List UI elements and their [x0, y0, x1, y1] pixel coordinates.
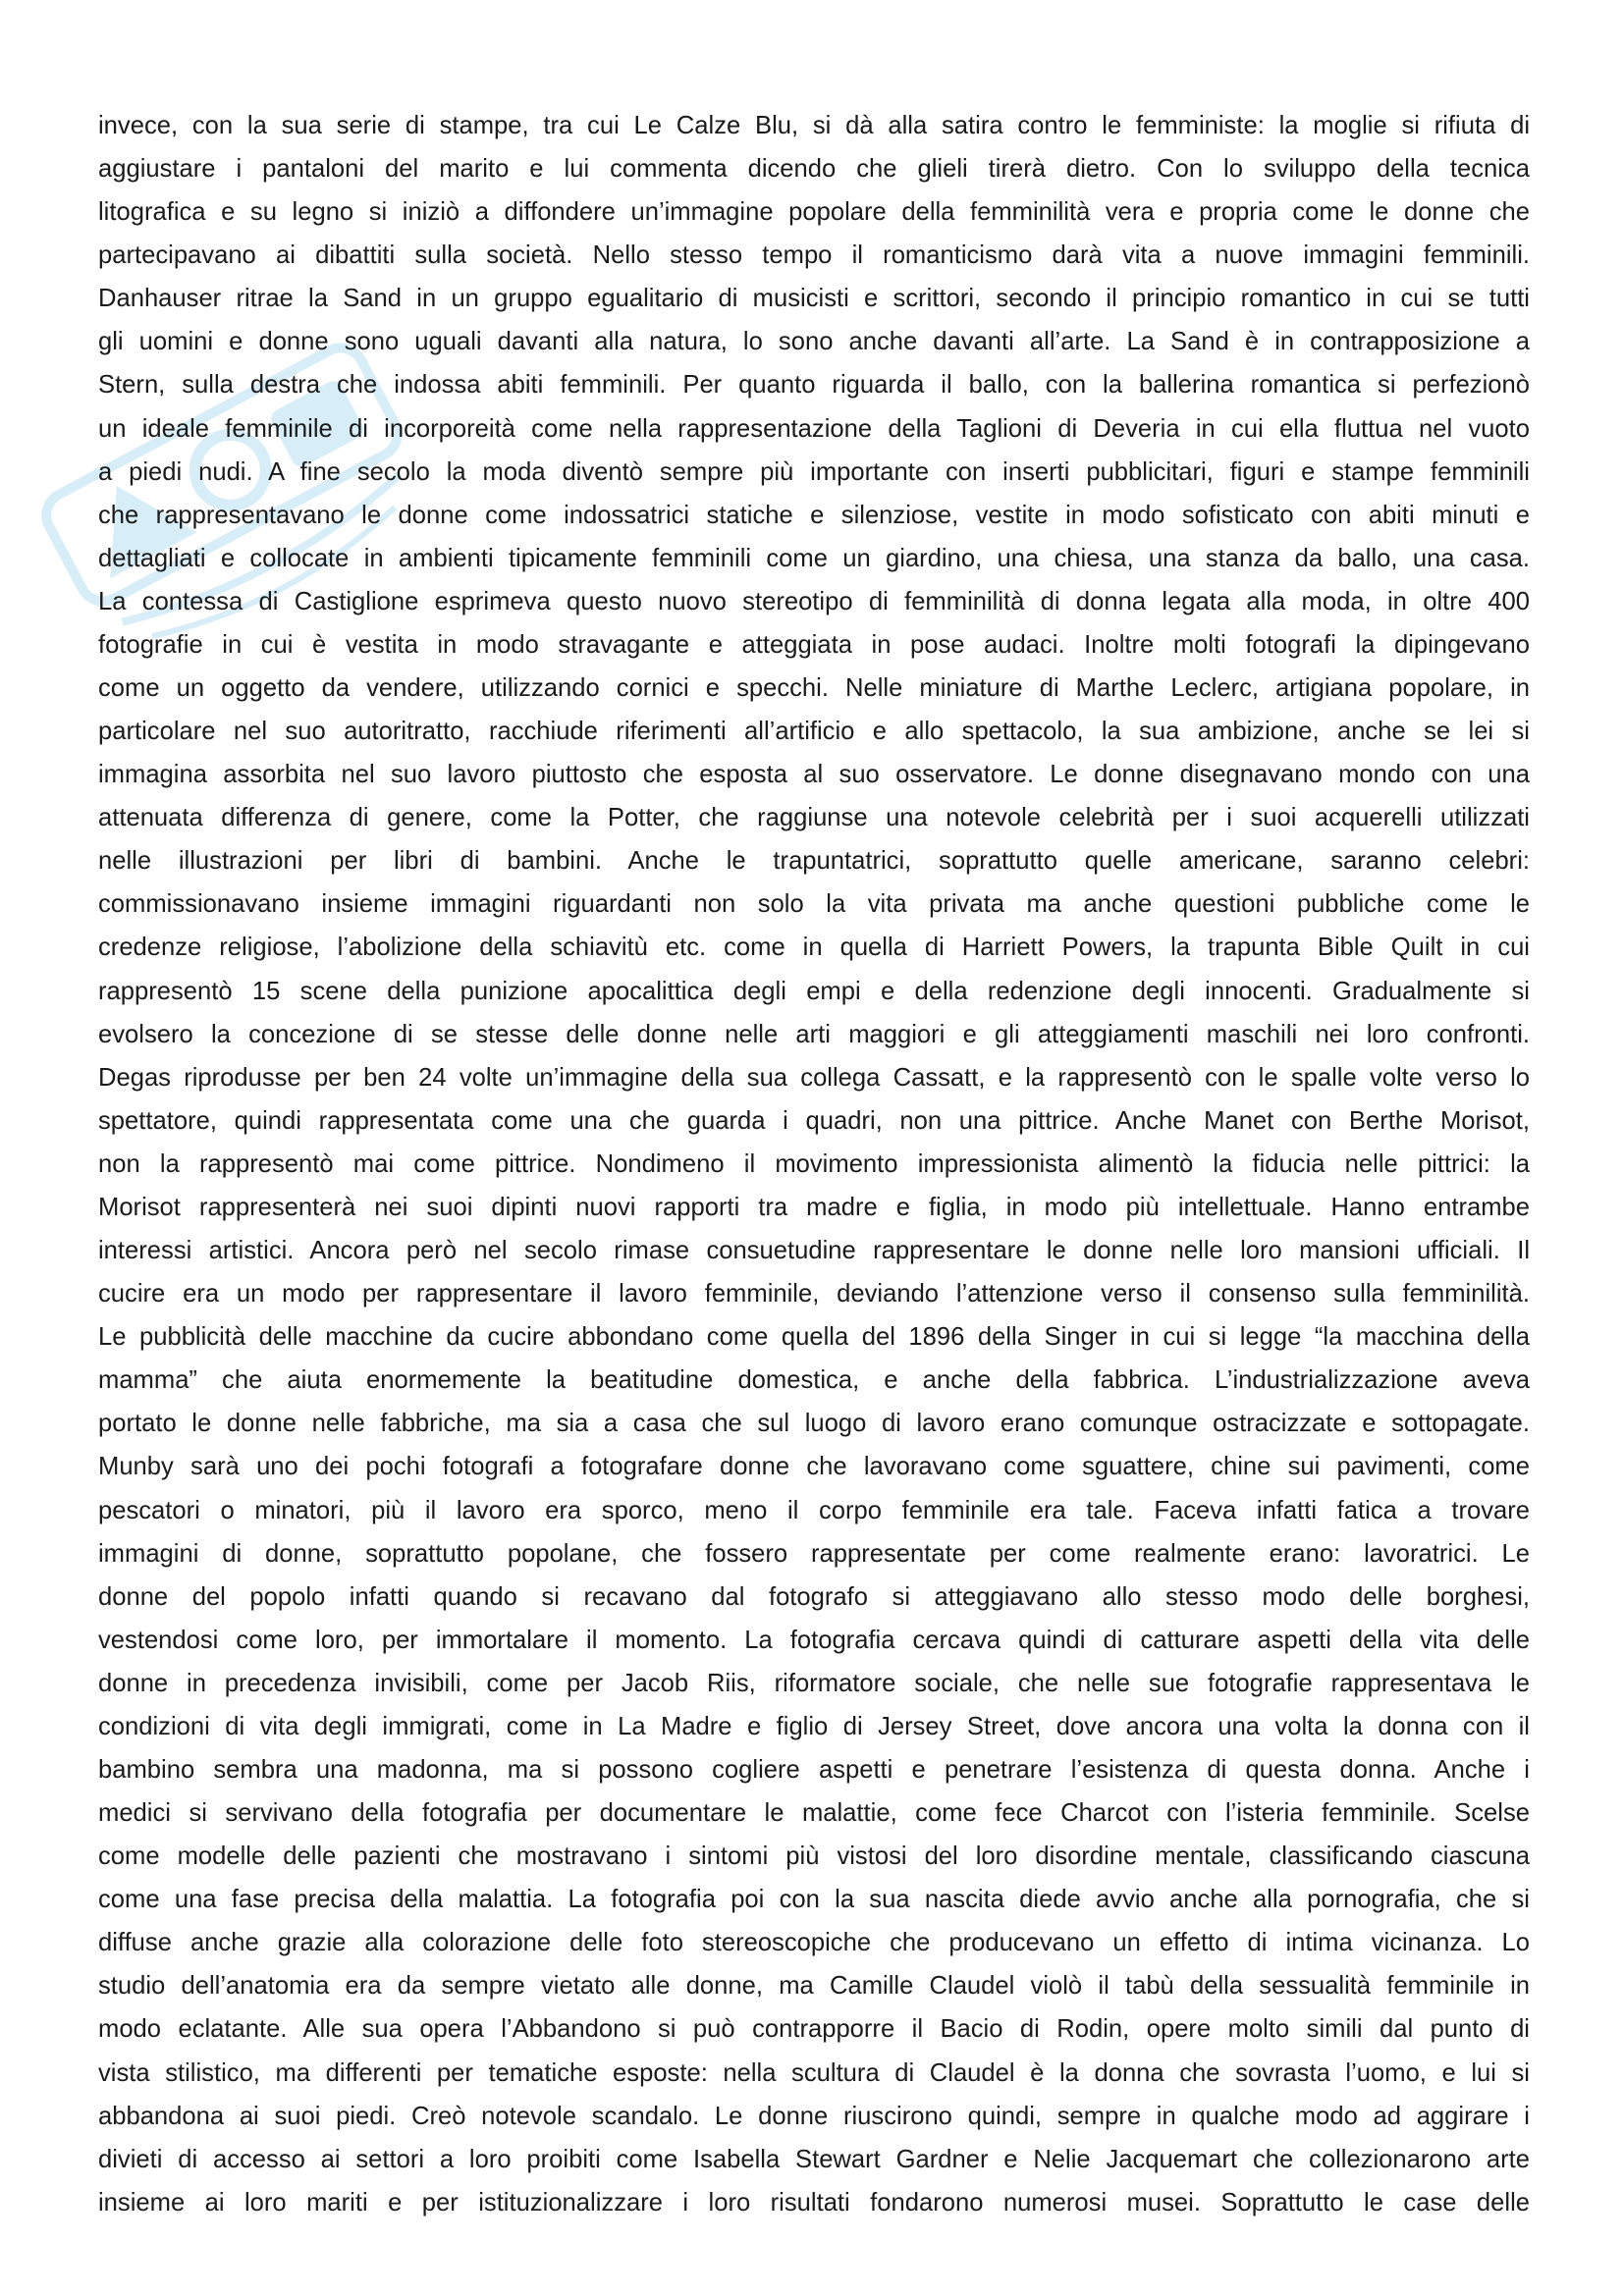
text-line-content: La contessa di Castiglione esprimeva questo nuovo stereotipo di femminilità di donna legata alla moda, in oltre 400 [98, 587, 1530, 615]
text-line-content: pescatori o minatori, più il lavoro era sporco, meno il corpo femminile era tale. Faceva infatti fatica a trovare [98, 1496, 1530, 1524]
text-line-content: portato le donne nelle fabbriche, ma sia a casa che sul luogo di lavoro erano comunque ostracizzate e sottopagate. [98, 1410, 1530, 1438]
text-line [98, 537, 1530, 580]
text-line [98, 1229, 1530, 1272]
text-line-content: spettatore, quindi rappresentata come una che guarda i quadri, non una pittrice. Anche Manet con Berthe Morisot, [98, 1106, 1530, 1135]
text-line [98, 2052, 1530, 2095]
text-line-content: rappresentò 15 scene della punizione apocalittica degli empi e della redenzione degli innocenti. Gradualmente si [98, 977, 1530, 1005]
text-line-content: Le pubblicità delle macchine da cucire abbondano come quella del 1896 della Singer in cui si legge “la macchina della [98, 1323, 1530, 1352]
text-line-content: gli uomini e donne sono uguali davanti alla natura, lo sono anche davanti all’arte. La Sand è in contrapposizione a [98, 328, 1530, 356]
text-line-content: commissionavano insieme immagini riguardanti non solo la vita privata ma anche questioni pubbliche come le [98, 890, 1530, 919]
text-line [98, 277, 1530, 320]
text-line-content: Degas riprodusse per ben 24 volte un’immagine della sua collega Cassatt, e la rappresentò con le spalle volte verso lo [98, 1063, 1530, 1092]
text-line [98, 234, 1530, 277]
text-line [98, 104, 1530, 147]
text-line-content: cucire era un modo per rappresentare il lavoro femminile, deviando l’attenzione verso il consenso sulla femminilità. [98, 1280, 1530, 1308]
text-line [98, 1748, 1530, 1791]
text-line-content: nelle illustrazioni per libri di bambini. Anche le trapuntatrici, soprattutto quelle americane, saranno celebri: [98, 847, 1530, 876]
text-line-content: diffuse anche grazie alla colorazione delle foto stereoscopiche che producevano un effetto di intima vicinanza. Lo [98, 1929, 1530, 1957]
text-line [98, 320, 1530, 363]
text-line-content: abbandona ai suoi piedi. Creò notevole scandalo. Le donne riuscirono quindi, sempre in qualche modo ad aggirare i [98, 2102, 1530, 2130]
text-line-content: bambino sembra una madonna, ma si possono cogliere aspetti e penetrare l’esistenza di questa donna. Anche i [98, 1755, 1530, 1784]
text-line-content: divieti di accesso ai settori a loro proibiti come Isabella Stewart Gardner e Nelie Jacquemart che collezionarono arte [98, 2145, 1530, 2173]
text-line [98, 623, 1530, 667]
text-line [98, 1964, 1530, 2007]
text-line-content: mamma” che aiuta enormemente la beatitudine domestica, e anche della fabbrica. L’industrializzazione aveva [98, 1366, 1530, 1395]
text-line-content: invece, con la sua serie di stampe, tra cui Le Calze Blu, si dà alla satira contro le femministe: la moglie si rifiuta di [98, 112, 1530, 139]
text-line [98, 1835, 1530, 1878]
text-line [98, 494, 1530, 537]
text-line-content: donne in precedenza invisibili, come per Jacob Riis, riformatore sociale, che nelle sue fotografie rappresentava le [98, 1669, 1530, 1697]
text-line [98, 970, 1530, 1013]
text-line [98, 710, 1530, 753]
text-line-content: un ideale femminile di incorporeità come nella rappresentazione della Taglioni di Deveria in cui ella fluttua nel vuoto [98, 414, 1530, 443]
text-line-content: interessi artistici. Ancora però nel secolo rimase consuetudine rappresentare le donne nelle loro mansioni ufficiali. Il [98, 1237, 1530, 1265]
text-line [98, 407, 1530, 451]
text-line-content: insieme ai loro mariti e per istituzionalizzare i loro risultati fondarono numerosi musei. Soprattutto le case delle [98, 2188, 1530, 2216]
text-line-content: immagina assorbita nel suo lavoro piuttosto che esposta al suo osservatore. Le donne disegnavano mondo con una [98, 761, 1530, 789]
text-line [98, 753, 1530, 796]
text-line-content: vestendosi come loro, per immortalare il momento. La fotografia cercava quindi di catturare aspetti della vita delle [98, 1626, 1530, 1654]
text-line-content: Morisot rappresenterà nei suoi dipinti nuovi rapporti tra madre e figlia, in modo più intellettuale. Hanno entrambe [98, 1193, 1530, 1221]
text-line [98, 1186, 1530, 1229]
text-line-content: immagini di donne, soprattutto popolane, che fossero rappresentate per come realmente erano: lavoratrici. Le [98, 1539, 1530, 1568]
text-line-content: dettagliati e collocate in ambienti tipicamente femminili come un giardino, una chiesa, una stanza da ballo, una casa. [98, 544, 1530, 572]
text-line [98, 147, 1530, 190]
text-line [98, 2007, 1530, 2051]
text-line-content: come una fase precisa della malattia. La fotografia poi con la sua nascita diede avvio anche alla pornografia, che si [98, 1886, 1530, 1914]
text-line [98, 667, 1530, 710]
text-line [98, 451, 1530, 494]
text-line-content: studio dell’anatomia era da sempre vietato alle donne, ma Camille Claudel violò il tabù della sessualità femminile in [98, 1972, 1530, 2001]
text-line [98, 926, 1530, 969]
text-line-content: evolsero la concezione di se stesse delle donne nelle arti maggiori e gli atteggiamenti maschili nei loro confronti. [98, 1020, 1530, 1048]
text-line-content: partecipavano ai dibattiti sulla società. Nello stesso tempo il romanticismo darà vita a nuove immagini femminili. [98, 241, 1530, 270]
text-line-content: litografica e su legno si iniziò a diffondere un’immagine popolare della femminilità vera e propria come le donne che [98, 198, 1530, 227]
text-line [98, 839, 1530, 882]
text-line-content: particolare nel suo autoritratto, racchiude riferimenti all’artificio e allo spettacolo, la sua ambizione, anche se lei si [98, 718, 1530, 746]
text-line [98, 2181, 1530, 2224]
text-line [98, 1532, 1530, 1575]
body-paragraph [98, 104, 1530, 2224]
text-line [98, 1315, 1530, 1359]
text-line [98, 1402, 1530, 1445]
text-line [98, 1445, 1530, 1488]
text-line [98, 1099, 1530, 1143]
text-line-content: non la rappresentò mai come pittrice. Nondimeno il movimento impressionista alimentò la fiducia nelle pittrici: la [98, 1149, 1530, 1178]
text-line [98, 1791, 1530, 1835]
text-line [98, 882, 1530, 926]
text-line [98, 2138, 1530, 2181]
text-line-content: come modelle delle pazienti che mostravano i sintomi più vistosi del loro disordine mentale, classificando ciascuna [98, 1842, 1530, 1871]
text-line [98, 1489, 1530, 1532]
text-line-content: vista stilistico, ma differenti per tematiche esposte: nella scultura di Claudel è la donna che sovrasta l’uomo, e lui si [98, 2058, 1530, 2087]
text-line-content: Danhauser ritrae la Sand in un gruppo egualitario di musicisti e scrittori, secondo il principio romantico in cui se tutti [98, 285, 1530, 313]
text-line-content: a piedi nudi. A fine secolo la moda diventò sempre più importante con inserti pubblicitari, figuri e stampe femminili [98, 457, 1530, 486]
text-line [98, 1705, 1530, 1748]
text-line [98, 1575, 1530, 1619]
text-line-content: credenze religiose, l’abolizione della schiavitù etc. come in quella di Harriett Powers, la trapunta Bible Quilt in cui [98, 934, 1530, 962]
text-line [98, 1662, 1530, 1705]
text-line-content: donne del popolo infatti quando si recavano dal fotografo si atteggiavano allo stesso modo delle borghesi, [98, 1582, 1530, 1611]
text-line [98, 1359, 1530, 1402]
text-line-content: fotografie in cui è vestita in modo stravagante e atteggiata in pose audaci. Inoltre molti fotografi la dipingevano [98, 630, 1530, 659]
text-line [98, 2095, 1530, 2138]
text-line-content: Stern, sulla destra che indossa abiti femminili. Per quanto riguarda il ballo, con la ballerina romantica si perfezionò [98, 371, 1530, 400]
text-line-content: attenuata differenza di genere, come la Potter, che raggiunse una notevole celebrità per i suoi acquerelli utilizzati [98, 804, 1530, 832]
text-line-content: come un oggetto da vendere, utilizzando cornici e specchi. Nelle miniature di Marthe Leclerc, artigiana popolare, in [98, 674, 1530, 703]
text-line [98, 1878, 1530, 1921]
text-line [98, 363, 1530, 406]
text-line [98, 796, 1530, 839]
text-line-content: medici si servivano della fotografia per documentare le malattie, come fece Charcot con l’isteria femminile. Scelse [98, 1799, 1530, 1828]
text-line [98, 1921, 1530, 1964]
text-line [98, 1013, 1530, 1056]
text-line [98, 1619, 1530, 1662]
text-line [98, 580, 1530, 623]
text-line [98, 1143, 1530, 1186]
text-line-content: modo eclatante. Alle sua opera l’Abbandono si può contrapporre il Bacio di Rodin, opere molto simili dal punto di [98, 2015, 1530, 2044]
text-line-content: che rappresentavano le donne come indossatrici statiche e silenziose, vestite in modo sofisticato con abiti minuti e [98, 501, 1530, 529]
text-line-content: condizioni di vita degli immigrati, come in La Madre e figlio di Jersey Street, dove ancora una volta la donna con il [98, 1712, 1530, 1740]
text-line [98, 1056, 1530, 1099]
text-line-content: Munby sarà uno dei pochi fotografi a fotografare donne che lavoravano come sguattere, chine sui pavimenti, come [98, 1453, 1530, 1481]
text-line [98, 1272, 1530, 1315]
text-line [98, 190, 1530, 234]
text-line-content: aggiustare i pantaloni del marito e lui commenta dicendo che glieli tirerà dietro. Con lo sviluppo della tecnica [98, 155, 1530, 184]
